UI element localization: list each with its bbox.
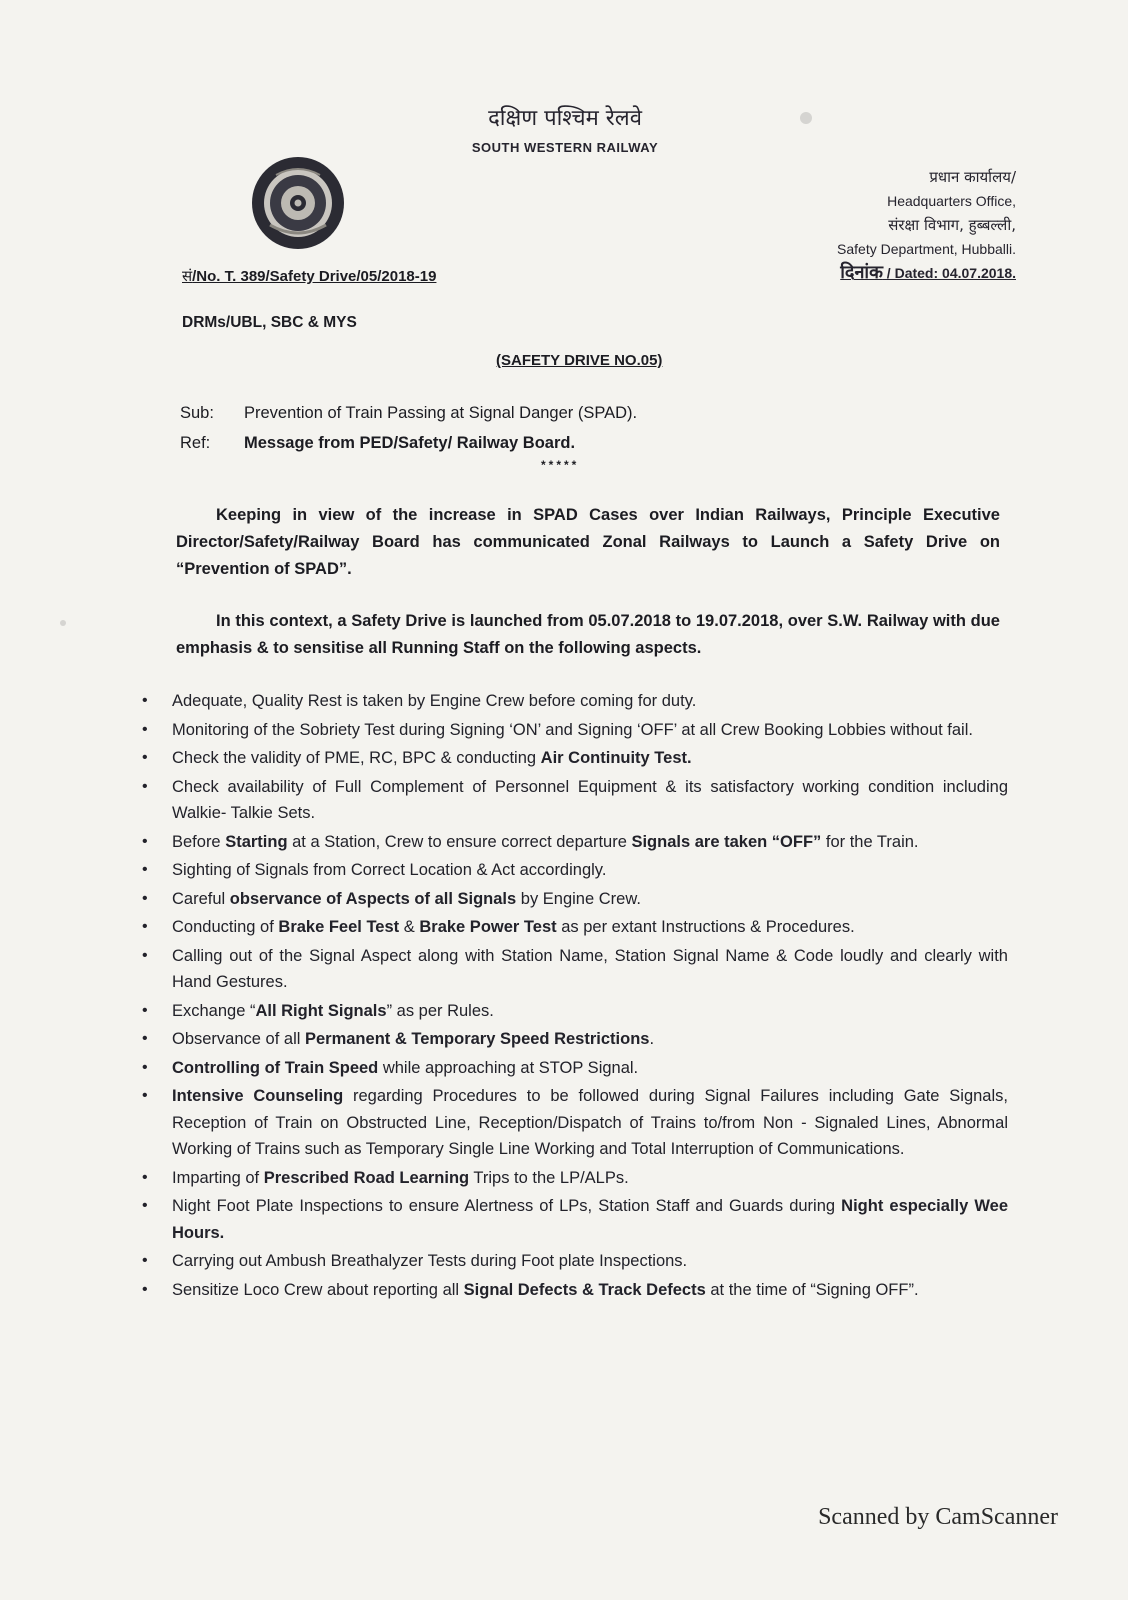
- list-item-text: Observance of all: [172, 1030, 305, 1048]
- list-item-text: by Engine Crew.: [516, 889, 641, 908]
- bullet-icon: •: [142, 720, 148, 738]
- list-item-text: Check the validity of PME, RC, BPC & conducting: [172, 749, 541, 767]
- list-item-text: Exchange “: [172, 1001, 256, 1020]
- list-item: [140, 857, 1008, 884]
- list-item-text: Careful: [172, 889, 230, 908]
- subject-text: Prevention of Train Passing at Signal Danger (SPAD).: [244, 404, 638, 422]
- list-item-text: Night Foot Plate Inspections to ensure Alertness of LPs, Station Staff and Guards during: [172, 1197, 842, 1215]
- paragraph-context: In this context, a Safety Drive is launched from 05.07.2018 to 19.07.2018, over S.W. Railway with due emphasis & to sensitise all Running Staff on the following aspects.: [176, 612, 1000, 657]
- reference-text: Message from PED/Safety/ Railway Board.: [244, 434, 576, 452]
- paragraph-intro: Keeping in view of the increase in SPAD Cases over Indian Railways, Principle Executive Director/Safety/Railway Board has communicated Zonal Railways to Launch a Safety Drive on “Prevention of SPAD”.: [176, 506, 1000, 578]
- bullet-icon: •: [142, 832, 148, 850]
- bullet-icon: •: [142, 918, 148, 935]
- subject-label: Sub:: [180, 404, 214, 422]
- scanner-watermark: Scanned by CamScanner: [818, 1504, 1058, 1530]
- aspects-list: [140, 688, 1008, 1305]
- addressee: DRMs/UBL, SBC & MYS: [182, 314, 357, 331]
- dated-value: / Dated: 04.07.2018.: [882, 265, 1016, 281]
- list-item-text: as per extant Instructions & Procedures.: [556, 918, 855, 936]
- scan-speck: [800, 112, 812, 124]
- list-item-text: for the Train.: [821, 832, 919, 851]
- bullet-icon: •: [142, 1087, 148, 1104]
- list-item-bold-text: Controlling of Train Speed: [172, 1058, 379, 1077]
- list-item-text: Trips to the LP/ALPs.: [469, 1168, 629, 1187]
- list-item: [140, 886, 1008, 913]
- list-item-text: Monitoring of the Sobriety Test during Signing ‘ON’ and Signing ‘OFF’ at all Crew Booking Lobbies without fail.: [172, 720, 973, 739]
- list-item-text: Imparting of: [172, 1168, 264, 1187]
- header-english-title: SOUTH WESTERN RAILWAY: [471, 140, 659, 155]
- office-line-dept-hindi: संरक्षा विभाग, हुब्बल्ली,: [888, 216, 1016, 234]
- list-item-bold-text: Signal Defects & Track Defects: [463, 1280, 706, 1299]
- list-item-text: Check availability of Full Complement of Personnel Equipment & its satisfactory working condition including Walkie- Talkie Sets.: [172, 777, 1008, 822]
- list-item: [140, 717, 1008, 744]
- bullet-icon: •: [142, 861, 148, 878]
- subject-reference-block: [180, 398, 637, 458]
- bullet-icon: •: [142, 1280, 148, 1298]
- bullet-icon: •: [142, 1197, 148, 1214]
- list-item-text: regarding Procedures to be followed during Signal Failures including Gate Signals, Reception of Train on Obstructed Line, Reception/Dispatch of Trains to/from Non - Signaled Lines, Abnormal Working of Trains such as Temporary Single Line Working and Total Interruption of Communications.: [172, 1087, 1008, 1158]
- list-item-bold-text: Intensive Counseling: [172, 1087, 344, 1105]
- list-item: [140, 1248, 1008, 1275]
- list-item-text: Sighting of Signals from Correct Location & Act accordingly.: [172, 861, 607, 879]
- list-item: [140, 998, 1008, 1025]
- list-item: [140, 829, 1008, 856]
- drive-title: (SAFETY DRIVE NO.05): [496, 352, 663, 369]
- list-item-text: at a Station, Crew to ensure correct departure: [287, 832, 632, 851]
- list-item: [140, 1165, 1008, 1192]
- list-item-text: Calling out of the Signal Aspect along with Station Name, Station Signal Name & Code loudly and clearly with Hand Gestures.: [172, 946, 1008, 991]
- list-item-text: Carrying out Ambush Breathalyzer Tests during Foot plate Inspections.: [172, 1252, 688, 1270]
- bullet-icon: •: [142, 1252, 148, 1269]
- bullet-icon: •: [142, 946, 148, 964]
- list-item-text: .: [649, 1030, 655, 1048]
- list-item-text: ” as per Rules.: [386, 1001, 494, 1020]
- bullet-icon: •: [142, 692, 148, 709]
- list-item: [140, 745, 1008, 772]
- office-address: [837, 165, 1016, 285]
- list-item-bold-text: Starting: [225, 832, 288, 851]
- bullet-icon: •: [142, 1058, 148, 1076]
- list-item-bold-text: Permanent & Temporary Speed Restrictions: [304, 1030, 650, 1048]
- office-line-hindi: प्रधान कार्यालय/: [929, 168, 1016, 186]
- bullet-icon: •: [142, 749, 148, 766]
- bullet-icon: •: [142, 1030, 148, 1047]
- list-item-bold-text: Brake Power Test: [419, 918, 557, 936]
- separator: *****: [541, 458, 580, 472]
- list-item-text: at the time of “Signing OFF”.: [705, 1280, 919, 1299]
- dated-line: [837, 261, 1016, 285]
- list-item: [140, 1277, 1008, 1304]
- bullet-icon: •: [142, 777, 148, 795]
- list-item-bold-text: Night especially Wee Hours.: [172, 1197, 1008, 1242]
- list-item: [140, 1055, 1008, 1082]
- list-item-bold-text: Air Continuity Test.: [540, 749, 692, 767]
- bullet-icon: •: [142, 1168, 148, 1186]
- list-item-text: &: [399, 918, 420, 936]
- bullet-icon: •: [142, 1001, 148, 1019]
- reference-number-text: /No. T. 389/Safety Drive/05/2018-19: [192, 268, 437, 285]
- list-item-bold-text: Brake Feel Test: [278, 918, 400, 936]
- list-item: [140, 914, 1008, 941]
- header-hindi-title: दक्षिण पश्चिम रेलवे: [488, 106, 642, 131]
- scan-speck: [60, 620, 66, 626]
- subject-row: [180, 398, 637, 428]
- reference-label: Ref:: [180, 434, 211, 452]
- reference-row: [180, 428, 637, 458]
- list-item: [140, 1026, 1008, 1053]
- list-item-text: Conducting of: [172, 918, 279, 936]
- list-item-bold-text: observance of Aspects of all Signals: [229, 889, 517, 908]
- office-line-headquarters: Headquarters Office,: [887, 193, 1016, 209]
- railway-emblem-icon: [250, 155, 346, 251]
- list-item: [140, 688, 1008, 715]
- list-item-bold-text: All Right Signals: [255, 1001, 387, 1020]
- list-item-bold-text: Signals are taken “OFF”: [631, 832, 822, 851]
- office-line-department: Safety Department, Hubballi.: [837, 241, 1016, 257]
- reference-number-hindi: सं: [182, 267, 193, 285]
- list-item-text: while approaching at STOP Signal.: [378, 1058, 639, 1077]
- reference-number: [182, 266, 436, 286]
- list-item: [140, 1083, 1008, 1163]
- list-item-text: Adequate, Quality Rest is taken by Engine Crew before coming for duty.: [172, 692, 697, 710]
- list-item-text: Sensitize Loco Crew about reporting all: [172, 1280, 464, 1299]
- bullet-icon: •: [142, 889, 148, 907]
- dated-hindi: दिनांक: [840, 262, 883, 283]
- list-item-text: Before: [172, 832, 226, 851]
- list-item: [140, 774, 1008, 827]
- list-item-bold-text: Prescribed Road Learning: [263, 1168, 470, 1187]
- list-item: [140, 1193, 1008, 1246]
- list-item: [140, 943, 1008, 996]
